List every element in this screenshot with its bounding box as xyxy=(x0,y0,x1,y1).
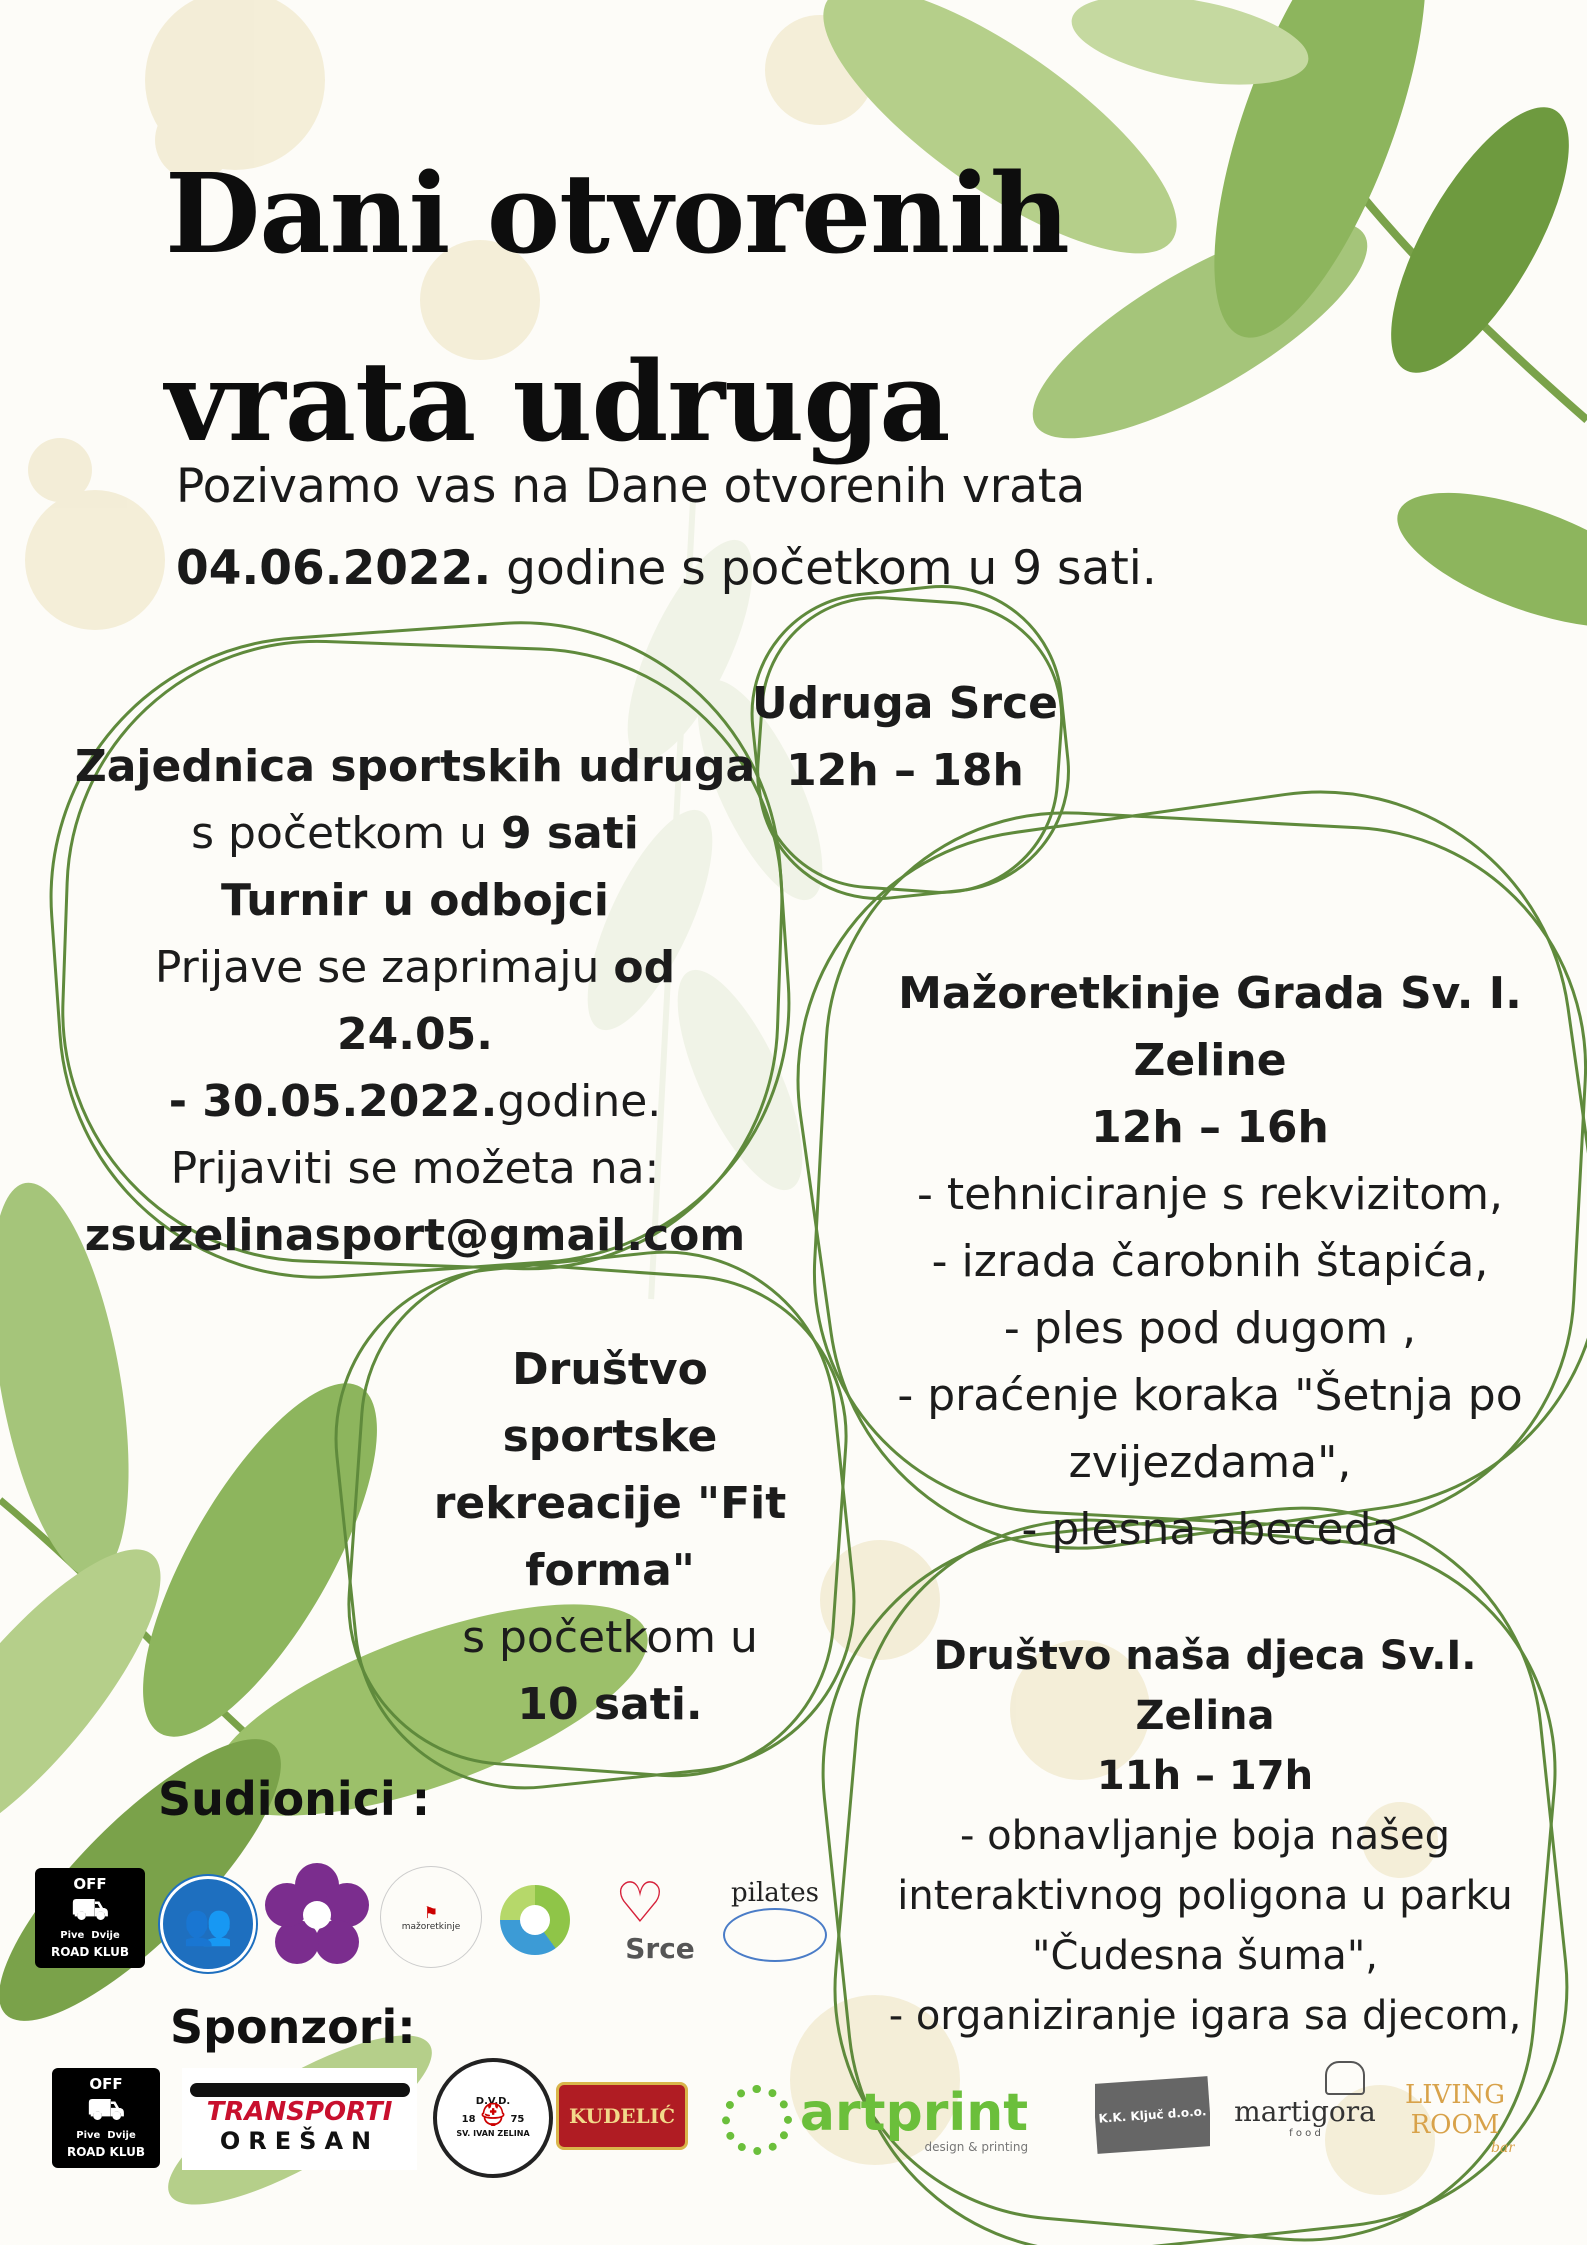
majorettes-activity: - plesna abeceda xyxy=(1021,1504,1399,1555)
intro-line-2-rest: godine s početkom u 9 sati. xyxy=(491,541,1157,596)
chef-hat-icon xyxy=(1325,2061,1365,2095)
bar-text: bar xyxy=(1490,2140,1515,2156)
pilates-logo xyxy=(710,1870,840,1970)
majorettes-activity: - praćenje koraka "Šetnja po xyxy=(897,1370,1523,1421)
fit-line: rekreacije "Fit xyxy=(433,1478,787,1529)
poster-title xyxy=(165,120,1265,496)
fit-start-prefix: s početkom u xyxy=(462,1612,758,1663)
sponsor-offroad-logo xyxy=(52,2068,160,2168)
dots-icon xyxy=(722,2085,792,2155)
sport-signup-from: od 24.05. xyxy=(337,942,676,1060)
oresan-text: OREŠAN xyxy=(219,2127,380,2155)
majorettes-activity: - izrada čarobnih štapića, xyxy=(931,1236,1489,1287)
flower-icon xyxy=(262,1860,372,1970)
sport-start xyxy=(70,800,760,867)
dvd-left: 18 xyxy=(461,2114,476,2125)
sport-name: Zajednica sportskih udruga xyxy=(74,741,756,792)
dvd-middle xyxy=(456,2103,529,2128)
kudelic-logo xyxy=(556,2082,688,2150)
purple-flower-logo xyxy=(262,1860,372,1970)
dvd-bottom: SV. IVAN ZELINA xyxy=(456,2129,530,2138)
srce-logo xyxy=(575,1870,705,1970)
majorettes-activity: - ples pod dugom , xyxy=(1003,1303,1417,1354)
majorettes-activity: zvijezdama", xyxy=(1068,1437,1352,1488)
sponsor-offroad-sides xyxy=(67,2127,145,2144)
intro-text xyxy=(176,446,1376,610)
majorettes-activity: - tehniciranje s rekvizitom, xyxy=(916,1169,1503,1220)
dvd-top: D.V.D. xyxy=(475,2096,511,2107)
blue-association-logo xyxy=(160,1876,256,1972)
kk-kljuc-box xyxy=(1095,2076,1210,2154)
srce-block xyxy=(735,670,1075,804)
sponsors-label: Sponzori: xyxy=(170,2000,416,2054)
green-blue-circle-logo xyxy=(500,1885,570,1955)
children-block xyxy=(865,1626,1545,2046)
children-activity: - obnavljanje boja našeg xyxy=(960,1813,1450,1859)
offroad-top: OFF xyxy=(73,1874,107,1893)
offroad-right: Dvije xyxy=(91,1929,120,1941)
globe-icon xyxy=(520,1905,550,1935)
children-name: Društvo naša djeca Sv.I. Zelina xyxy=(933,1633,1477,1739)
srce-name: Udruga Srce xyxy=(751,678,1059,729)
fit-start-time: 10 sati. xyxy=(517,1679,703,1730)
children-activity: "Čudesna šuma", xyxy=(1032,1933,1378,1979)
sport-signup-2 xyxy=(70,1068,760,1135)
intro-date: 04.06.2022. xyxy=(176,541,492,596)
sport-signup xyxy=(70,934,760,1068)
transporti-text: TRANSPORTI xyxy=(206,2097,393,2127)
children-activity: interaktivnog poligona u parku xyxy=(897,1873,1513,1919)
sponsor-offroad-bottom: ROAD KLUB xyxy=(67,2144,145,2159)
pilates-figure-icon xyxy=(723,1908,827,1962)
artprint-text: artprint xyxy=(799,2083,1029,2143)
srce-logo-text: Srce xyxy=(625,1931,695,1965)
sport-start-time: 9 sati xyxy=(500,808,639,859)
martigora-sub: f o o d xyxy=(1289,2128,1321,2139)
kudelic-text: KUDELIĆ xyxy=(568,2104,676,2128)
offroad-logo xyxy=(35,1868,145,1968)
title-line-2: vrata udruga xyxy=(165,337,950,466)
artprint-text-group xyxy=(799,2083,1029,2154)
sponsor-atv-icon: ⛟ xyxy=(87,2091,125,2127)
children-time: 11h – 17h xyxy=(1096,1753,1314,1799)
intro-line-1: Pozivamo vas na Dane otvorenih vrata xyxy=(176,459,1086,514)
fit-block xyxy=(420,1336,800,1738)
fit-line: sportske xyxy=(502,1411,718,1462)
majorettes-time: 12h – 16h xyxy=(1091,1102,1329,1153)
people-icon: 👥 xyxy=(183,1901,233,1948)
intro-line-2 xyxy=(176,528,1376,610)
offroad-sides xyxy=(51,1927,129,1944)
sport-event: Turnir u odbojci xyxy=(221,875,609,926)
majorettes-logo-text: mažoretkinje xyxy=(401,1921,461,1932)
sport-start-prefix: s početkom u xyxy=(191,808,501,859)
sport-signup-to: - 30.05.2022. xyxy=(168,1076,498,1127)
dvd-right: 75 xyxy=(510,2114,525,2125)
title-line-1: Dani otvorenih xyxy=(165,149,1069,278)
room-text: ROOM xyxy=(1410,2110,1500,2140)
fit-line: Društvo xyxy=(512,1344,708,1395)
sport-apply: Prijaviti se možeta na: xyxy=(170,1143,660,1194)
transporti-oresan-logo xyxy=(182,2068,417,2170)
srce-time: 12h – 18h xyxy=(786,745,1024,796)
kk-kljuc-logo xyxy=(1095,2060,1210,2170)
heart-icon: ♡ xyxy=(614,1870,666,1936)
majorettes-logo xyxy=(380,1866,482,1968)
sport-signup-suffix: godine. xyxy=(497,1076,662,1127)
majorettes-block xyxy=(880,960,1540,1563)
living-room-logo xyxy=(1395,2068,1515,2168)
children-activity: - organiziranje igara sa djecom, xyxy=(888,1993,1522,2039)
atv-icon: ⛟ xyxy=(71,1891,109,1927)
offroad-left: Pive xyxy=(60,1929,85,1941)
dvd-logo xyxy=(433,2058,553,2178)
living-text: LIVING xyxy=(1404,2080,1506,2110)
martigora-logo xyxy=(1230,2045,1380,2155)
sponsor-offroad-right: Dvije xyxy=(107,2129,136,2141)
sponsor-offroad-left: Pive xyxy=(76,2129,101,2141)
kk-kljuc-text: K.K. Ključ d.o.o. xyxy=(1098,2104,1207,2126)
participants-label: Sudionici : xyxy=(158,1772,431,1826)
artprint-logo xyxy=(695,2075,1055,2165)
majorettes-name-2: Zeline xyxy=(1133,1035,1287,1086)
pilates-logo-text: pilates xyxy=(731,1878,819,1908)
road-arrow-icon xyxy=(190,2083,410,2097)
sport-email: zsuzelinasport@gmail.com xyxy=(84,1210,746,1261)
sport-block xyxy=(70,733,760,1269)
fit-line: forma" xyxy=(525,1545,695,1596)
sponsor-offroad-top: OFF xyxy=(89,2074,123,2093)
sport-signup-prefix: Prijave se zaprimaju xyxy=(154,942,614,993)
artprint-sub: design & printing xyxy=(924,2140,1029,2154)
offroad-bottom: ROAD KLUB xyxy=(51,1944,129,1959)
majorettes-flag-icon: ⚑ xyxy=(423,1902,439,1922)
helmet-icon: ⛑ xyxy=(479,2103,507,2128)
majorettes-name-1: Mažoretkinje Grada Sv. I. xyxy=(898,968,1522,1019)
martigora-text: martigora xyxy=(1234,2095,1376,2128)
